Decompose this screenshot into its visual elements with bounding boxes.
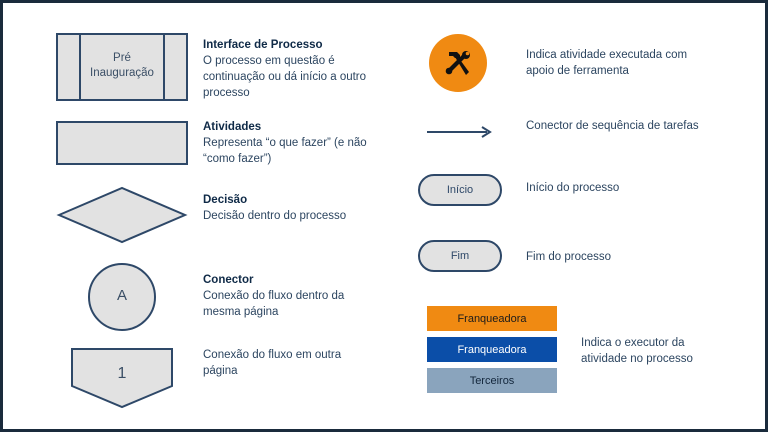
legend-item-arrow [526, 118, 701, 134]
tools-icon [443, 48, 473, 78]
legend-item-offpage [203, 347, 378, 379]
start-terminator-label: Início [446, 184, 474, 196]
lane-franqueadora-orange [427, 306, 557, 331]
lane-franqueadora-blue [427, 337, 557, 362]
connector-title: Conector [203, 274, 254, 286]
end-text: Fim do processo [526, 251, 612, 263]
connector-label: A [116, 287, 127, 304]
tool-text: Indica atividade executada com apoio de ferramenta [526, 49, 688, 77]
lane-label-2: Franqueadora [457, 343, 527, 356]
tool-activity-marker [429, 34, 487, 92]
end-terminator [418, 240, 502, 272]
offpage-connector-label: 1 [117, 365, 127, 382]
process-interface-text: O processo em questão é continuação ou dá início a outro processo [203, 55, 367, 99]
start-text: Início do processo [526, 182, 620, 194]
legend-item-connector [203, 272, 378, 320]
legend-item-tool [526, 47, 701, 79]
activity-text: Representa “o que fazer” (e não “como fazer”) [203, 137, 367, 165]
legend-item-process-interface [203, 37, 378, 101]
lane-label-1: Franqueadora [457, 312, 527, 325]
legend-item-activity [203, 119, 378, 167]
end-terminator-label: Fim [450, 250, 470, 262]
legend-item-start [526, 180, 701, 196]
activity-title: Atividades [203, 121, 262, 133]
decision-text: Decisão dentro do processo [203, 210, 347, 222]
connector-text: Conexão do fluxo dentro da mesma página [203, 290, 345, 318]
legend-item-end [526, 249, 701, 265]
lane-label-3: Terceiros [469, 374, 515, 387]
offpage-text: Conexão do fluxo em outra página [203, 349, 342, 377]
legend-item-decision [203, 192, 378, 224]
sequence-arrow-icon [427, 125, 495, 139]
process-interface-label: Pré Inauguração [90, 52, 154, 79]
arrow-text: Conector de sequência de tarefas [526, 120, 699, 132]
legend-item-lanes [581, 335, 731, 367]
lane-terceiros [427, 368, 557, 393]
decision-shape [58, 187, 186, 243]
activity-shape [56, 121, 188, 165]
process-interface-title: Interface de Processo [203, 39, 323, 51]
start-terminator [418, 174, 502, 206]
lanes-text: Indica o executor da atividade no processo [581, 337, 693, 365]
decision-title: Decisão [203, 194, 248, 206]
